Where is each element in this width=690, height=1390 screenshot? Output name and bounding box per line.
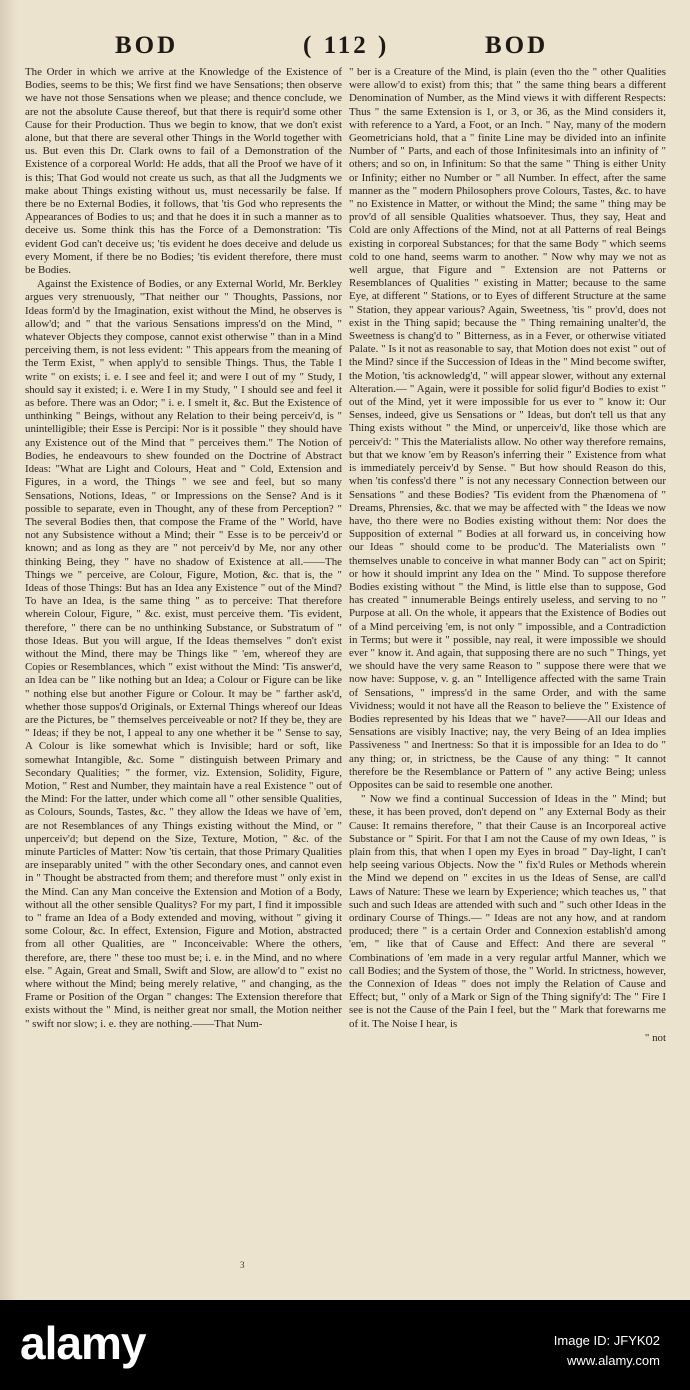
alamy-logo: alamy	[20, 1317, 146, 1369]
running-header	[0, 32, 690, 62]
stock-photo-banner	[0, 1300, 690, 1390]
header-page-number: ( 112 )	[303, 32, 390, 59]
page-binding-shadow	[0, 0, 18, 1300]
paragraph: Against the Existence of Bodies, or any External World, Mr. Berkley argues very strenuously, "That neither our " Thoughts, Passions, nor Ideas form'd by the Imagination, exist without the Mind, he observes is allow'd; and " that the various Sensations impress'd on the Mind, " whatever Objects they compose, cannot exist otherwise " than in a Mind perceiving them, is not less evident: " This appears from the meaning of the Term Exist, " when apply'd to sensible Things. Thus, the Table I write " on exists; i. e. I see and feel it; and were I out of my " Study, I should say it existed; i. e. Were I in my Study, " I should see and feel it as before. There was an Odor; " i. e. I smelt it, &c. But the Existence of unthinking " Beings, without any Relation to their being perceiv'd, is " unintelligible; their Esse is Percipi: Nor is it possible " they should have any Existence out of the Mind that " perceives them." The Notion of Bodies, he endeavours to shew founded on the Doctrine of Abstract Ideas: "What are Light and Colours, Heat and " Cold, Extension and Figures, in a word, the Things " we see and feel, but so many Sensations, Notions, Ideas, " or Impressions on the Sense? And is it possible to separate, even in Thought, any of these from Perception? " The several Bodies then, that compose the Frame of the " World, have not any Subsistence without a Mind; their " Esse is to be perceiv'd or known; and as long as they are " not perceiv'd by Me, nor any other thinking Being, they " have no shadow of Existence at all.——The Things we " perceive, are Colour, Figure, Motion, &c. that is, the " Ideas of those Things: But has an Idea any Existence " out of the Mind? To have an Idea, is the same thing " as to perceive: That therefore wherein Colour, Figure, " &c. exist, must perceive them. 'Tis evident, therefore, " there can be no unthinking Substance, or Substratum of " those Ideas. But you will argue, If the Ideas themselves " don't exist without the Mind, there may be Things like " 'em, whereof they are Copies or Resemblances, which " exist without the Mind: 'Tis answer'd, an Idea can be " like nothing but an Idea; a Colour or Figure can be like " nothing else but another Figure or Colour. It may be " farther ask'd, whether those suppos'd Originals, or External Things whereof our Ideas are the Pictures, be " themselves perceiveable or not? If they be, they are " Ideas; if they be not, I appeal to any one whether it be " Sense to say, A Colour is like somewhat which is Invisible; hard or soft, like somewhat Intangible, &c. Some " distinguish between Primary and Secondary Qualities; " the former, viz. Extension, Solidity, Figure, Motion, " Rest and Number, they maintain have a real Existence " out of the Mind: For the latter, under which come all " other sensible Qualities, as Colours, Sounds, Tastes, &c. " they allow the Ideas we have of 'em, are not Resemblances of any Things existing without the Mind, or " unperceiv'd; but depend on the Size, Texture, Motion, " &c. of the minute Particles of Matter: Now 'tis certain, that those Primary Qualities are inseparably united " with the other Secondary ones, and cannot even in " Thought be abstracted from them; and therefore must " only exist in the Mind. Can any Man conceive the Extension and Motion of a Body, without all the other sensible Qualitys? For my part, I find it impossible to " frame an Idea of a Body extended and moving, without " giving it some Colour, &c. In effect, Extension, Figure and Motion, abstracted from all other Qualities, are " Inconceivable: Where the others, therefore, are, there " these too must be; i. e. in the Mind, and no where else. " Again, Great and Small, Swift and Slow, are allow'd to " exist no where without the Mind; being merely relative, " and changing, as the Frame or Position of the Organ " changes: The Extension therefore that exists without the " Mind, is neither great nor small, the Motion neither " swift nor slow; i. e. they are nothing.——That Num-	[25, 278, 342, 1030]
header-left-word: BOD	[115, 32, 179, 59]
catchword: " not	[644, 1031, 666, 1044]
left-text-column	[25, 66, 342, 1031]
right-text-column	[349, 66, 666, 1045]
signature-mark: 3	[240, 1260, 245, 1270]
paragraph: " ber is a Creature of the Mind, is plain (even tho the " other Qualities were allow'd to exist) from this; that " the same thing bears a different Denomination of Number, as the Mind views it with different Respects: Thus " the same Extension is 1, or 3, or 36, as the Mind considers it, with reference to a Yard, a Foot, or an Inch. " Nay, many of the modern Geometricians hold, that a " finite Line may be divided into an infinite Number of " Parts, and each of those Infinitesimals into an infinity of " others; and so on, in Infinitum: So that the same " Thing is either Unity or Infinity; either no Number or " all Number. In effect, after the same manner as the " modern Philosophers prove Colours, Tastes, &c. to have " no Existence in Matter, or without the Mind; the same " thing may be prov'd of all sensible Qualities whatsoever. Thus, they say, Heat and Cold are only Affections of the Mind, not at all Patterns of real Beings existing in corporeal Substances; for that the same Body " which seems cold to one hand, seems warm to another. " Now why may we not as well argue, that Figure and " Extension are not Patterns or Resemblances of Qualities " existing in Matter; because to the same Eye, at different " Stations, or to Eyes of different Structure at the same " Station, they appear various? Again, Sweetness, 'tis " prov'd, does not exist in the Thing sapid; because the " Thing remaining unalter'd, the Sweetness is chang'd to " Bitterness, as in a Fever, or otherwise vitiated Palate. " Is it not as reasonable to say, that Motion does not exist " out of the Mind? since if the Succession of Ideas in the " Mind become swifter, the Motion, 'tis acknowledg'd, " will appear slower, without any external Alteration.— " Again, were it possible for solid figur'd Bodies to exist " out of the Mind, yet it were impossible for us ever to " know it: Our Senses, indeed, give us Sensations or " Ideas, but don't tell us that any Thing exists without " the Mind, or unperceiv'd, like those which are perceiv'd: " This the Materialists allow. No other way therefore remains, but that we know 'em by Reason's inferring their " Existence from what is immediately perceiv'd by Sense. " But how should Reason do this, when 'tis confess'd there " is not any necessary Connection between our Sensations " and these Bodies? 'Tis evident from the Phænomena of " Dreams, Phrensies, &c. that we may be affected with " the Ideas we now have, tho there were no Bodies existing without them: Nor does the Supposition of external " Bodies at all forward us, in conceiving how our Ideas " should come to be produc'd. The Materialists own " themselves unable to conceive in what manner Body can " act on Spirit; or how it should imprint any Idea on the " Mind. To suppose therefore Bodies existing without " the Mind, is little else than to suppose, God has created " innumerable Beings entirely useless, and serving to no " Purpose at all. On the whole, it appears that the Existence of Bodies out of a Mind perceiving 'em, is not only " impossible, and a Contradiction in Terms; but were it " possible, nay real, it were impossible we should ever " know it. And again, that supposing there are no such " Things, yet we should have the very same Reason to " suppose there were that we now have: Suppose, v. g. an " Intelligence affected with the same Train of Sensations, " impress'd in the same Order, and with the same Vividness; would it not have all the Reason to believe the " Existence of Bodies represented by his Ideas that we " have?——All our Ideas and Sensations are visibly Inactive; nay, the very Being of an Idea implies Passiveness " and Inertness: So that it is impossible for an Idea to do " any thing; or, in strictness, be the Cause of any thing: " It cannot therefore be the Resemblance or Pattern of " any active Being; unless Opposites can be said to resemble one another.	[349, 66, 666, 791]
header-right-word: BOD	[485, 32, 549, 59]
image-id-label: Image ID: JFYK02	[553, 1333, 660, 1348]
paragraph: " Now we find a continual Succession of Ideas in the " Mind; but these, it has been proved, don't depend on " any External Body as their Cause: It remains therefore, " that their Cause is an Incorporeal active Substance or " Spirit. For that I am not the Cause of my own Ideas, " is plain from this, that when I open my Eyes in broad " Day-light, I can't help seeing various Objects. Now the " fix'd Rules or Methods wherein the Mind we depend on " excites in us the Ideas of Sense, are call'd Laws of Nature: These we learn by Experience; which teaches us, " that such and such Ideas are attended with such and " such other Ideas in the ordinary Course of Things.— " Ideas are not any how, and at random produced; there " is a certain Order and Connexion establish'd among 'em, " like that of Cause and Effect: And there are several " Combinations of 'em made in a very regular artful Manner, which we call Bodies; and the System of those, the " World. In strictness, however, the Connexion of Ideas " does not imply the Relation of Cause and Effect; but, " only of a Mark or Sign of the Thing signify'd: The " Fire I see is not the Cause of the Pain I feel, but the " Mark that forewarns me of it. The Noise I hear, is	[349, 793, 666, 1030]
website-url: www.alamy.com	[567, 1353, 660, 1368]
paragraph: The Order in which we arrive at the Knowledge of the Existence of Bodies, seems to be this; We first find we have Sensations; then observe we have not those Sensations when we please; and thence conclude, we are not the absolute Cause thereof, but that there is requir'd some other Cause for their Production. Thus we begin to know, that we don't exist alone, but that there are several other Things in the World together with us. But even this Dr. Clark owns to fail of a Demonstration of the Existence of a corporeal World: He adds, that all the Proof we have of it is this; That God would not create us such, as that all the Judgments we make about Things existing without us, must necessarily be false. If there be no External Bodies, it follows, that 'tis God who represents the Appearances of Bodies to us; and that he does it in such a manner as to deceive us. Some think this has the Force of a Demonstration: 'Tis evident God can't deceive us; 'tis evident he does deceive and delude us every Moment, if there be no Bodies; 'tis evident therefore, there must be Bodies.	[25, 66, 342, 277]
